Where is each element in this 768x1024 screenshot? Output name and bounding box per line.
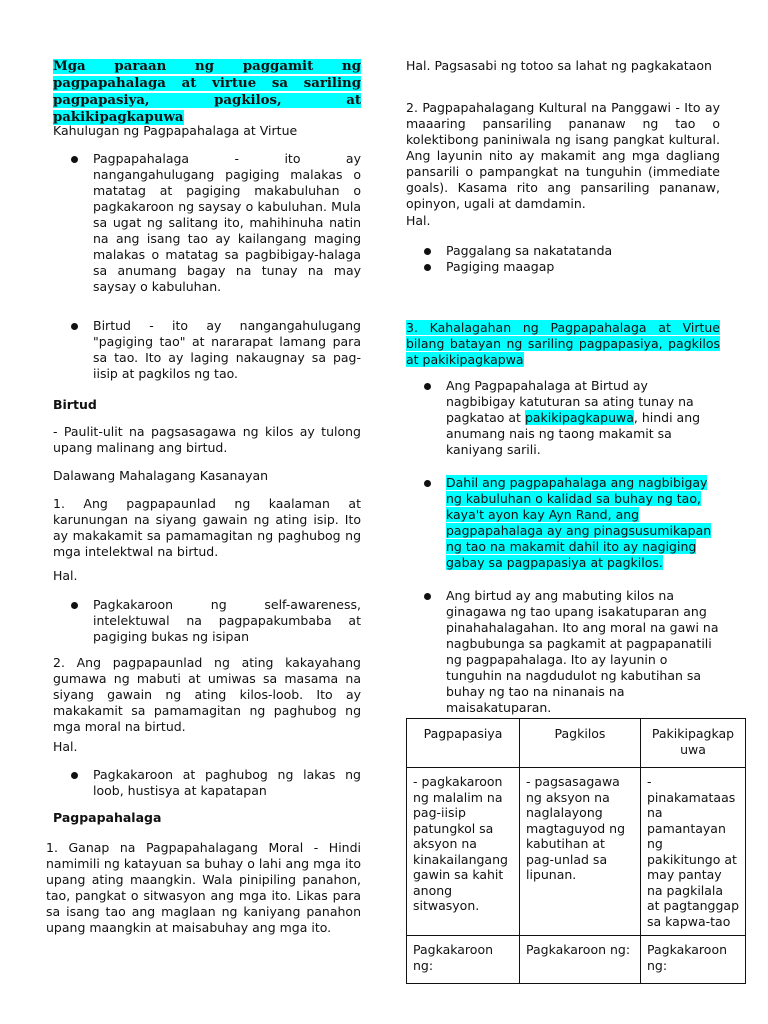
subtitle: Kahulugan ng Pagpapahalaga at Virtue bbox=[53, 123, 298, 138]
birtud-text: - Paulit-ulit na pagsasagawa ng kilos ay tulong upang malinang ang birtud. bbox=[53, 424, 361, 455]
importance-list bbox=[406, 378, 720, 458]
skill-item-1: 1. Ang pagpapaunlad ng kaalaman at karunungan na siyang gawain ng ating isip. Ito ay makakamit sa pamamagitan ng paghubog ng mga intelektwal na birtud. bbox=[53, 496, 361, 559]
birtud-heading: Birtud bbox=[53, 397, 97, 412]
dalawang-heading: Dalawang Mahalagang Kasanayan bbox=[53, 468, 269, 483]
list-item: Pagkakaroon at paghubog ng lakas ng loob, hustisya at kapatapan bbox=[53, 767, 361, 799]
section-3-heading: 3. Kahalagahan ng Pagpapahalaga at Virtue bilang batayan ng sariling pagpapasiya, pagkilos at pakikipagkapwa bbox=[406, 320, 720, 367]
list-item: Ang birtud ay ang mabuting kilos na ginagawa ng tao upang isakatuparan ang pinahahalagahan. Ito ang moral na gawi na nagbubunga sa pagkamit at pagpapanatili ng pagpapahalaga. Ito ay layunin o tunguhin na nagdudulot ng kabutihan sa buhay ng tao na ninanais na maisakatuparan. bbox=[406, 588, 720, 716]
bullet-icon bbox=[424, 264, 431, 271]
list-item: Ang Pagpapahalaga at Birtud ay nagbibigay katuturan sa ating tunay na pagkatao at pakikipagkapuwa, hindi ang anumang nais ng taong makamit sa kaniyang sarili. bbox=[406, 378, 720, 458]
definition-list bbox=[53, 318, 361, 382]
table-row bbox=[407, 936, 746, 984]
bullet-icon bbox=[424, 383, 431, 390]
list-item: Pagkakaroon ng self-awareness, intelektuwal na pagpapakumbaba at pagiging bukas ng isipan bbox=[53, 597, 361, 645]
pagpapahalaga-heading: Pagpapahalaga bbox=[53, 810, 162, 825]
list-item: Pagiging maagap bbox=[406, 259, 720, 275]
table-cell: - pagsasagawa ng aksyon na naglalayong magtaguyod ng kabutihan at pag-unlad sa lipunan. bbox=[520, 768, 641, 936]
bullet-icon bbox=[424, 248, 431, 255]
list-item: Paggalang sa nakatatanda bbox=[406, 243, 720, 259]
importance-list bbox=[406, 588, 720, 716]
skill-item-2: 2. Ang pagpapaunlad ng ating kakayahang gumawa ng mabuti at umiwas sa masama na siyang gawain ng ating kilos-loob. Ito ay makakamit sa pamamagitan ng paghubog ng mga moral na birtud. bbox=[53, 655, 361, 734]
example-list bbox=[406, 243, 720, 275]
definition-list bbox=[53, 151, 361, 295]
header-pagkilos: Pagkilos bbox=[520, 719, 641, 768]
table-cell: Pagkakaroon ng: bbox=[407, 936, 520, 984]
table-cell: Pagkakaroon ng: bbox=[520, 936, 641, 984]
value-item-2: 2. Pagpapahalagang Kultural na Panggawi - Ito ay maaaring pansariling pananaw ng tao o kolektibong paniniwala ng isang pangkat kultural. Ang layunin nito ay makamit ang mga dagliang pansarili o pampangkat na tunguhin (immediate goals). Kasama rito ang pansariling pananaw, opinyon, ugali at damdamin. bbox=[406, 100, 720, 211]
header-pakikipagkapuwa: Pakikipagkap uwa bbox=[641, 719, 746, 768]
table-cell: - pinakamataas na pamantayan ng pakikitungo at may pantay na pagkilala at pagtanggap sa kapwa-tao bbox=[641, 768, 746, 936]
list-item: Pagpapahalaga - ito ay nangangahulugang pagiging malakas o matatag at pagiging makabuluhan o pagkakaroon ng saysay o kabuluhan. Mula sa ugat ng salitang ito, mahihinuha natin na ang isang tao ay kailangang maging malakas o matatag sa pagbibigay-halaga sa anumang bagay na tunay na may saysay o kabuluhan. bbox=[53, 151, 361, 295]
comparison-table bbox=[406, 718, 746, 984]
value-item-1: 1. Ganap na Pagpapahalagang Moral - Hindi namimili ng katayuan sa buhay o lahi ang mga ito upang ating maangkin. Wala pinipiling panahon, tao, pangkat o sitwasyon ang mga ito. Likas para sa isang tao ang maglaan ng kaniyang panahon upang maangkin at maisabuhay ang mga ito. bbox=[46, 840, 361, 935]
hal-example: Hal. Pagsasabi ng totoo sa lahat ng pagkakataon bbox=[406, 58, 712, 73]
list-item: Dahil ang pagpapahalaga ang nagbibigay ng kabuluhan o kalidad sa buhay ng tao, kaya't ayon kay Ayn Rand, ang pagpapahalaga ay ang pinagsusumikapan ng tao na makamit dahil ito ay nagiging gabay sa pagpapasiya at pagkilos. bbox=[406, 475, 720, 571]
example-list bbox=[53, 597, 361, 645]
document-title: Mga paraan ng paggamit ng pagpapahalaga at virtue sa sariling pagpapasiya, pagkilos, at pakikipagkapuwa bbox=[53, 59, 361, 125]
bullet-icon bbox=[71, 602, 78, 609]
table-header-row bbox=[407, 719, 746, 768]
hal-label: Hal. bbox=[406, 213, 431, 228]
hal-label: Hal. bbox=[53, 568, 78, 583]
bullet-icon bbox=[71, 156, 78, 163]
bullet-icon bbox=[71, 772, 78, 779]
bullet-icon bbox=[71, 323, 78, 330]
hal-label: Hal. bbox=[53, 739, 78, 754]
importance-list bbox=[406, 475, 720, 571]
list-item: Birtud - ito ay nangangahulugang "pagiging tao" at nararapat lamang para sa tao. Ito ay laging nakaugnay sa pag-iisip at pagkilos ng tao. bbox=[53, 318, 361, 382]
table-cell: Pagkakaroon ng: bbox=[641, 936, 746, 984]
table-row bbox=[407, 768, 746, 936]
bullet-icon bbox=[424, 593, 431, 600]
example-list bbox=[53, 767, 361, 799]
table-cell: - pagkakaroon ng malalim na pag-iisip patungkol sa aksyon na kinakailangang gawin sa kahit anong sitwasyon. bbox=[407, 768, 520, 936]
bullet-icon bbox=[424, 480, 431, 487]
header-pagpapasiya: Pagpapasiya bbox=[407, 719, 520, 768]
